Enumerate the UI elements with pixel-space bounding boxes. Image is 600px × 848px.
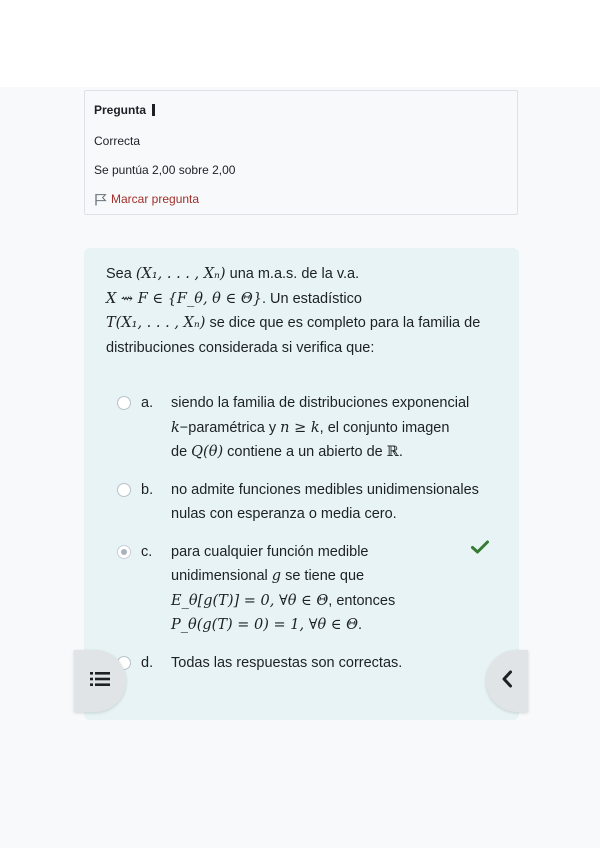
answer-b-text: no admite funciones medibles unidimensionales nulas con esperanza o media cero.	[171, 481, 479, 522]
qtext-part-3: se dice que es completo para la familia de distribuciones considerada si verifica que:	[106, 315, 481, 356]
answer-a-text-e: .	[398, 444, 403, 460]
answer-letter: c.	[141, 543, 153, 560]
qtext-distribution-math: X ⇝ F ∈ {F_θ, θ ∈ Θ}	[106, 290, 262, 307]
correct-check-icon	[471, 538, 489, 563]
chevron-left-icon	[501, 670, 513, 693]
answer-a-text-c: de	[171, 444, 192, 460]
radio-b[interactable]	[117, 483, 131, 497]
answer-a-text-b: , el conjunto imagen	[319, 419, 450, 436]
answer-c-text-b: se tiene que	[281, 568, 365, 584]
answer-c-text-c: , entonces	[328, 592, 396, 609]
answer-option-b[interactable]	[106, 478, 499, 527]
answer-c-math-p: P_θ(g(T) = 0) = 1, ∀θ ∈ Θ	[171, 617, 359, 633]
answer-c-math-e: E_θ[g(T)] = 0, ∀θ ∈ Θ	[171, 592, 329, 609]
question-grade: Se puntúa 2,00 sobre 2,00	[94, 163, 236, 177]
answer-c-text-a: unidimensional	[171, 568, 272, 584]
qtext-sample-math: (X₁, . . . , Xₙ)	[135, 266, 226, 282]
qtext-intro: Sea	[106, 266, 132, 282]
question-state: Correcta	[94, 134, 141, 148]
question-title	[94, 103, 508, 117]
radio-a[interactable]	[117, 396, 131, 410]
question-text	[106, 262, 499, 360]
qtext-part-1: una m.a.s. de la v.a.	[229, 266, 360, 282]
answer-a-math-k: k	[171, 419, 180, 436]
answer-c-text-d: .	[358, 617, 363, 633]
radio-c-selected[interactable]	[117, 545, 131, 559]
answer-letter: d.	[141, 654, 154, 671]
answer-a-text-d: contiene a un abierto de	[223, 444, 387, 460]
answer-option-c[interactable]	[106, 540, 499, 638]
answer-c-math-g: g	[271, 568, 282, 584]
question-number-marker	[152, 104, 155, 116]
answer-a-text-a: −paramétrica y	[179, 419, 281, 436]
qtext-part-2: . Un estadístico	[261, 290, 362, 307]
answer-letter: b.	[141, 481, 154, 498]
flag-icon	[94, 193, 107, 206]
flag-question-link[interactable]	[94, 192, 508, 206]
answer-c-text	[171, 540, 499, 638]
question-title-label: Pregunta	[94, 103, 147, 117]
flag-question-label: Marcar pregunta	[111, 192, 200, 206]
answer-a-line1: siendo la familia de distribuciones exponencial	[171, 395, 470, 411]
answer-a-math-nk: n ≥ k	[280, 419, 320, 436]
answer-a-math-q: Q(θ)	[191, 444, 224, 460]
answer-d-text: Todas las respuestas son correctas.	[171, 654, 403, 671]
answer-a-text	[171, 391, 499, 465]
answer-option-d[interactable]	[106, 651, 499, 676]
answer-c-line1: para cualquier función medible	[171, 543, 369, 560]
question-info	[84, 90, 518, 215]
answer-list	[106, 391, 499, 675]
qtext-statistic-math: T(X₁, . . . , Xₙ)	[106, 315, 206, 331]
answer-option-a[interactable]	[106, 391, 499, 465]
list-icon	[90, 671, 110, 692]
answer-a-math-r: ℝ	[386, 444, 399, 460]
question-formulation	[84, 248, 519, 720]
answer-letter: a.	[141, 395, 154, 411]
